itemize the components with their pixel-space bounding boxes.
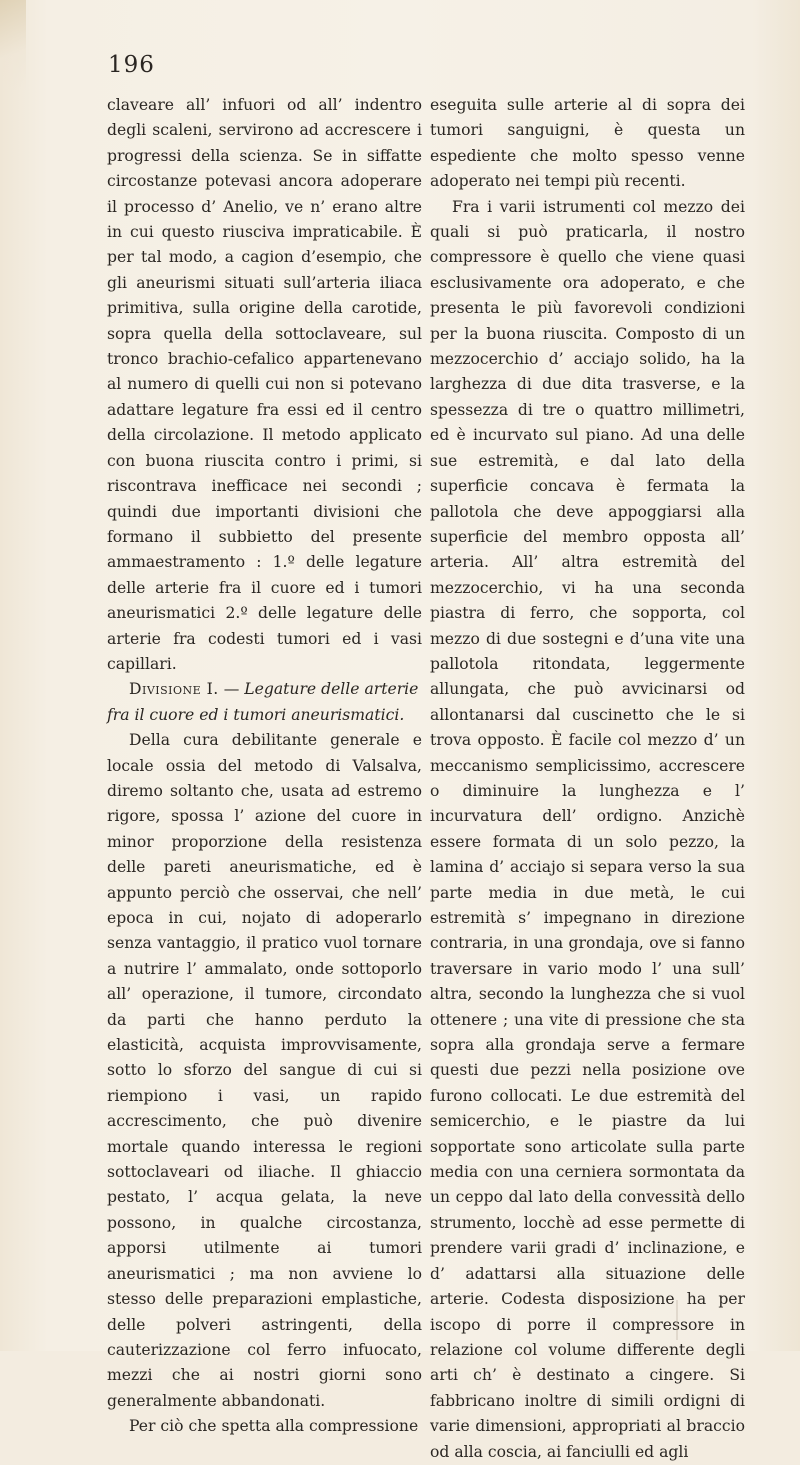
right-paragraph-1: eseguita sulle arterie al di sopra dei tumori sanguigni, è questa un espediente che molto spesso venne adoperato nei tempi più recenti.	[430, 96, 745, 191]
right-column	[430, 93, 745, 1465]
paper-mark	[676, 1300, 678, 1340]
section-heading-dash: —	[218, 680, 245, 699]
page-corner-shadow	[0, 0, 26, 90]
section-heading-title: Legature delle arterie fra il cuore ed i tumori aneurismatici.	[107, 680, 419, 724]
left-paragraph-1: claveare all’ infuori od all’ indentro degli scaleni, servirono ad accrescere i progressi della scienza. Se in siffatte circostanze potevasi ancora adoperare il processo d’ Anelio, ve n’ erano altre in cui questo riusciva impraticabile. È per tal modo, a cagion d’esempio, che gli aneurismi situati sull’arteria iliaca primitiva, sulla origine della carotide, sopra quella della sottoclaveare, sul tronco brachio-cefalico appartenevano al numero di quelli cui non si potevano adattare legature fra essi ed il centro della circolazione. Il metodo applicato con buona riuscita contro i primi, si riscontrava inefficace nei secondi ; quindi due importanti divisioni che formano il subbietto del presente ammaestramento : 1.º delle legature delle arterie fra il cuore ed i tumori aneurismatici 2.º delle legature delle arterie fra codesti tumori ed i vasi capillari.	[107, 96, 422, 673]
section-heading	[107, 677, 422, 728]
left-paragraph-3: Per ciò che spetta alla compressione	[129, 1417, 419, 1436]
section-heading-label: Divisione I.	[129, 680, 219, 699]
left-column	[107, 93, 422, 1440]
page-number: 196	[108, 52, 155, 78]
left-paragraph-2: Della cura debilitante generale e locale ossia del metodo di Valsalva, diremo soltanto che, usata ad estremo rigore, spossa l’ azione del cuore in minor proporzione della resistenza delle pareti aneurismatiche, ed è appunto perciò che osservai, che nell’ epoca in cui, nojato di adoperarlo senza vantaggio, il pratico vuol tornare a nutrire l’ ammalato, onde sottoporlo all’ operazione, il tumore, circondato da parti che hanno perduto la elasticità, acquista improvvisamente, sotto lo sforzo del sangue di cui si riempiono i vasi, un rapido accrescimento, che può divenire mortale quando interessa le regioni sottoclaveari od iliache. Il ghiaccio pestato, l’ acqua gelata, la neve possono, in qualche circostanza, apporsi utilmente ai tumori aneurismatici ; ma non avviene lo stesso delle preparazioni emplastiche, delle polveri astringenti, della cauterizzazione col ferro infuocato, mezzi che ai nostri giorni sono generalmente abbandonati.	[107, 731, 422, 1410]
right-paragraph-2: Fra i varii istrumenti col mezzo dei quali si può praticarla, il nostro compressore è quello che viene quasi esclusivamente ora adoperato, e che presenta le più favorevoli condizioni per la buona riuscita. Composto di un mezzocerchio d’ acciajo solido, ha la larghezza di due dita trasverse, e la spessezza di tre o quattro millimetri, ed è incurvato sul piano. Ad una delle sue estremità, e dal lato della superficie concava è fermata la pallotola che deve appoggiarsi alla superficie del membro opposta all’ arteria. All’ altra estremità del mezzocerchio, vi ha una seconda piastra di ferro, che sopporta, col mezzo di due sostegni e d’una vite una pallotola ritondata, leggermente allungata, che può avvicinarsi od allontanarsi dal cuscinetto che le si trova opposto. È facile col mezzo d’ un meccanismo semplicissimo, accrescere o diminuire la lunghezza e l’ incurvatura dell’ ordigno. Anzichè essere formata di un solo pezzo, la lamina d’ acciajo si separa verso la sua parte media in due metà, le cui estremità s’ impegnano in direzione contraria, in una grondaja, ove si fanno traversare in vario modo l’ una sull’ altra, secondo la lunghezza che si vuol ottenere ; una vite di pressione che sta sopra alla grondaja serve a fermare questi due pezzi nella posizione ove furono collocati. Le due estremità del semicerchio, e le piastre da lui sopportate sono articolate sulla parte media con una cerniera sormontata da un ceppo dal lato della convessità dello strumento, locchè ad esse permette di prendere varii gradi d’ inclinazione, e d’ adattarsi alla situazione delle arterie. Codesta disposizione ha per iscopo di porre il compressore in relazione col volume differente degli arti ch’ è destinato a cingere. Si fabbricano inoltre di simili ordigni di varie dimensioni, appropriati al braccio od alla coscia, ai fanciulli ed agli	[430, 197, 745, 1461]
